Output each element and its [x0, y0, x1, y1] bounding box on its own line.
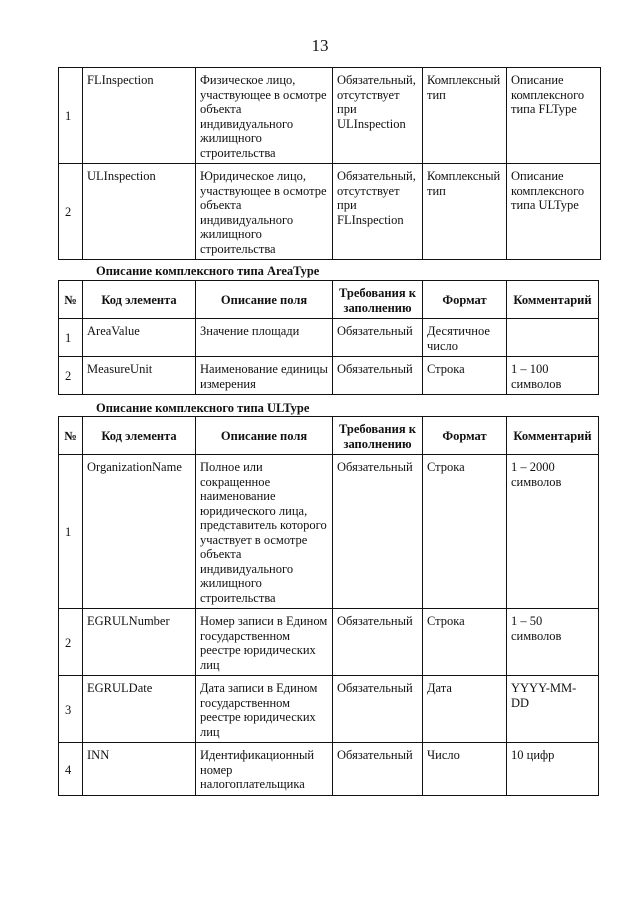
element-code: EGRULDate: [83, 676, 196, 743]
header-comment: Комментарий: [507, 281, 599, 319]
field-format: Десятичное число: [423, 319, 507, 357]
row-number: 2: [59, 609, 83, 676]
table-header-row: [59, 281, 599, 319]
row-number: 1: [59, 68, 83, 164]
field-description: Номер записи в Едином государственном реестре юридических лиц: [196, 609, 333, 676]
element-code: MeasureUnit: [83, 357, 196, 395]
table-row: [59, 676, 599, 743]
row-number: 4: [59, 743, 83, 796]
field-format: Комплексный тип: [423, 68, 507, 164]
table-row: [59, 609, 599, 676]
table-areatype: [58, 280, 599, 395]
field-description: Дата записи в Едином государственном реестре юридических лиц: [196, 676, 333, 743]
field-format: Строка: [423, 455, 507, 609]
row-number: 1: [59, 455, 83, 609]
fill-requirement: Обязательный, отсутствует при FLInspection: [333, 164, 423, 260]
table-row: [59, 357, 599, 395]
header-description: Описание поля: [196, 281, 333, 319]
fill-requirement: Обязательный: [333, 357, 423, 395]
header-number: №: [59, 417, 83, 455]
field-description: Полное или сокращенное наименование юридического лица, представитель которого участвует в осмотре объекта индивидуального жилищного строительства: [196, 455, 333, 609]
table-header-row: [59, 417, 599, 455]
fill-requirement: Обязательный: [333, 455, 423, 609]
field-description: Идентификационный номер налогоплательщика: [196, 743, 333, 796]
field-comment: [507, 319, 599, 357]
element-code: AreaValue: [83, 319, 196, 357]
fill-requirement: Обязательный: [333, 609, 423, 676]
field-description: Наименование единицы измерения: [196, 357, 333, 395]
header-comment: Комментарий: [507, 417, 599, 455]
table-row: [59, 68, 601, 164]
element-code: ULInspection: [83, 164, 196, 260]
fill-requirement: Обязательный: [333, 743, 423, 796]
fill-requirement: Обязательный: [333, 319, 423, 357]
row-number: 1: [59, 319, 83, 357]
table-row: [59, 164, 601, 260]
field-comment: YYYY-MM-DD: [507, 676, 599, 743]
header-code: Код элемента: [83, 417, 196, 455]
field-format: Число: [423, 743, 507, 796]
header-description: Описание поля: [196, 417, 333, 455]
header-requirement: Требования к заполнению: [333, 281, 423, 319]
field-comment: 1 – 100 символов: [507, 357, 599, 395]
table-row: [59, 319, 599, 357]
table-ultype: [58, 416, 599, 796]
element-code: INN: [83, 743, 196, 796]
page-number: 13: [311, 36, 329, 55]
field-format: Строка: [423, 357, 507, 395]
field-comment: Описание комплексного типа ULType: [507, 164, 601, 260]
fill-requirement: Обязательный: [333, 676, 423, 743]
element-code: FLInspection: [83, 68, 196, 164]
field-comment: 10 цифр: [507, 743, 599, 796]
section-title-ultype: Описание комплексного типа ULType: [96, 401, 310, 415]
field-description: Физическое лицо, участвующее в осмотре объекта индивидуального жилищного строительства: [196, 68, 333, 164]
header-format: Формат: [423, 281, 507, 319]
field-comment: Описание комплексного типа FLType: [507, 68, 601, 164]
element-code: EGRULNumber: [83, 609, 196, 676]
field-comment: 1 – 2000 символов: [507, 455, 599, 609]
table-row: [59, 455, 599, 609]
field-description: Значение площади: [196, 319, 333, 357]
field-comment: 1 – 50 символов: [507, 609, 599, 676]
field-format: Дата: [423, 676, 507, 743]
header-format: Формат: [423, 417, 507, 455]
row-number: 2: [59, 357, 83, 395]
element-code: OrganizationName: [83, 455, 196, 609]
field-description: Юридическое лицо, участвующее в осмотре объекта индивидуального жилищного строительства: [196, 164, 333, 260]
header-number: №: [59, 281, 83, 319]
fill-requirement: Обязательный, отсутствует при ULInspection: [333, 68, 423, 164]
header-requirement: Требования к заполнению: [333, 417, 423, 455]
table-continuation: [58, 67, 601, 260]
row-number: 2: [59, 164, 83, 260]
table-row: [59, 743, 599, 796]
section-title-areatype: Описание комплексного типа AreaType: [96, 264, 320, 278]
field-format: Комплексный тип: [423, 164, 507, 260]
row-number: 3: [59, 676, 83, 743]
header-code: Код элемента: [83, 281, 196, 319]
field-format: Строка: [423, 609, 507, 676]
